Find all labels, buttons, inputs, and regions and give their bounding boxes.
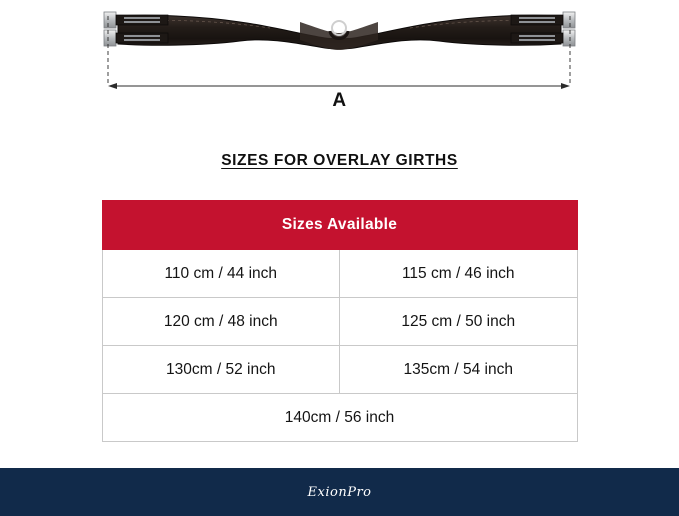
- size-cell: 115 cm / 46 inch: [340, 250, 578, 298]
- table-row: [102, 394, 577, 442]
- sizes-available-header: Sizes Available: [102, 201, 577, 250]
- table-row: [102, 346, 577, 394]
- table-row: [102, 298, 577, 346]
- table-row: [102, 250, 577, 298]
- sizes-table-wrap: [102, 200, 578, 442]
- size-cell: 110 cm / 44 inch: [102, 250, 340, 298]
- dimension-label: A: [332, 90, 347, 111]
- sizes-table: [102, 200, 578, 442]
- size-cell: 125 cm / 50 inch: [340, 298, 578, 346]
- dim-arrow-head-right: [561, 83, 570, 89]
- dim-arrow-head-left: [108, 83, 117, 89]
- size-cell-last: 140cm / 56 inch: [102, 394, 577, 442]
- table-header-row: [102, 201, 577, 250]
- product-illustration: [0, 0, 679, 130]
- center-ring-icon: [332, 21, 346, 35]
- brand-logo: ExionPro: [307, 484, 372, 500]
- sizes-table-body: [102, 250, 577, 442]
- page-title: SIZES FOR OVERLAY GIRTHS: [221, 152, 458, 169]
- footer-bar: [0, 468, 679, 516]
- size-cell: 130cm / 52 inch: [102, 346, 340, 394]
- size-cell: 135cm / 54 inch: [340, 346, 578, 394]
- size-cell: 120 cm / 48 inch: [102, 298, 340, 346]
- sizes-table-head: [102, 201, 577, 250]
